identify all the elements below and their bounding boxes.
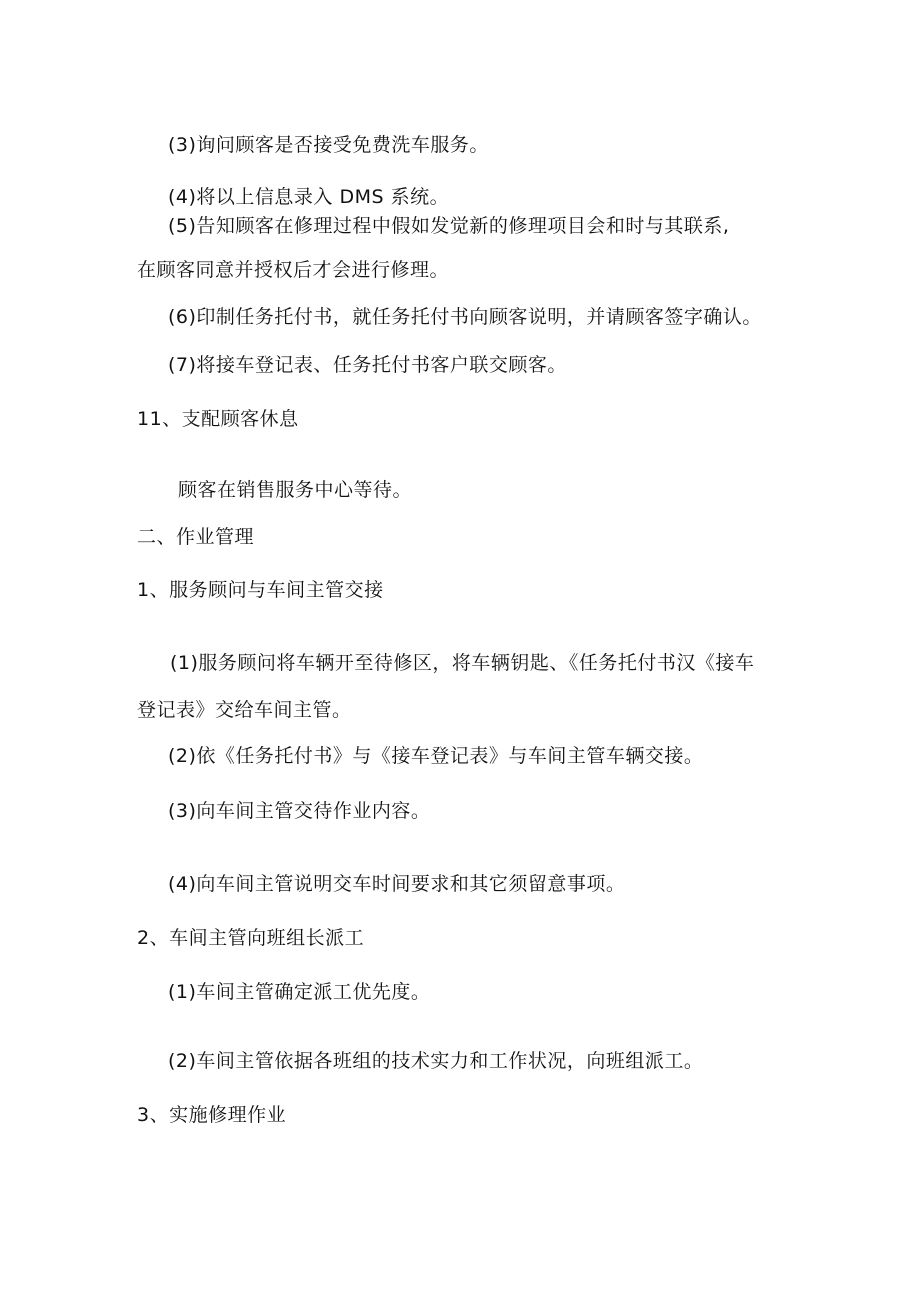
step-4-dms: (4)将以上信息录入 DMS 系统。 <box>168 186 450 208</box>
step-5-continuation: 在顾客同意并授权后才会进行修理。 <box>137 259 450 281</box>
section-1-step-3: (3)向车间主管交待作业内容。 <box>168 800 431 822</box>
section-1-step-4: (4)向车间主管说明交车时间要求和其它须留意事项。 <box>168 873 626 895</box>
section-1-step-1-continuation: 登记表》交给车间主管。 <box>137 699 352 721</box>
section-2-heading: 2、车间主管向班组长派工 <box>137 927 365 949</box>
section-1-step-2: (2)依《任务托付书》与《接车登记表》与车间主管车辆交接。 <box>168 745 704 767</box>
section-2-step-2: (2)车间主管依据各班组的技术实力和工作状况，向班组派工。 <box>168 1050 704 1072</box>
step-7-handover: (7)将接车登记表、任务托付书客户联交顾客。 <box>168 354 567 376</box>
section-11-heading: 11、支配顾客休息 <box>137 408 299 430</box>
step-6-print: (6)印制任务托付书，就任务托付书向顾客说明，并请顾客签字确认。 <box>168 306 762 328</box>
step-5-notify: (5)告知顾客在修理过程中假如发觉新的修理项目会和时与其联系, <box>168 215 730 237</box>
chapter-2-heading: 二、作业管理 <box>137 526 255 548</box>
section-3-heading: 3、实施修理作业 <box>137 1104 287 1126</box>
section-1-heading: 1、服务顾问与车间主管交接 <box>137 579 384 601</box>
section-2-step-1: (1)车间主管确定派工优先度。 <box>168 981 431 1003</box>
section-11-body: 顾客在销售服务中心等待。 <box>178 479 413 501</box>
step-3-wash: (3)询问顾客是否接受免费洗车服务。 <box>168 134 489 156</box>
section-1-step-1: (1)服务顾问将车辆开至待修区，将车辆钥匙、《任务托付书汉《接车 <box>170 652 755 674</box>
